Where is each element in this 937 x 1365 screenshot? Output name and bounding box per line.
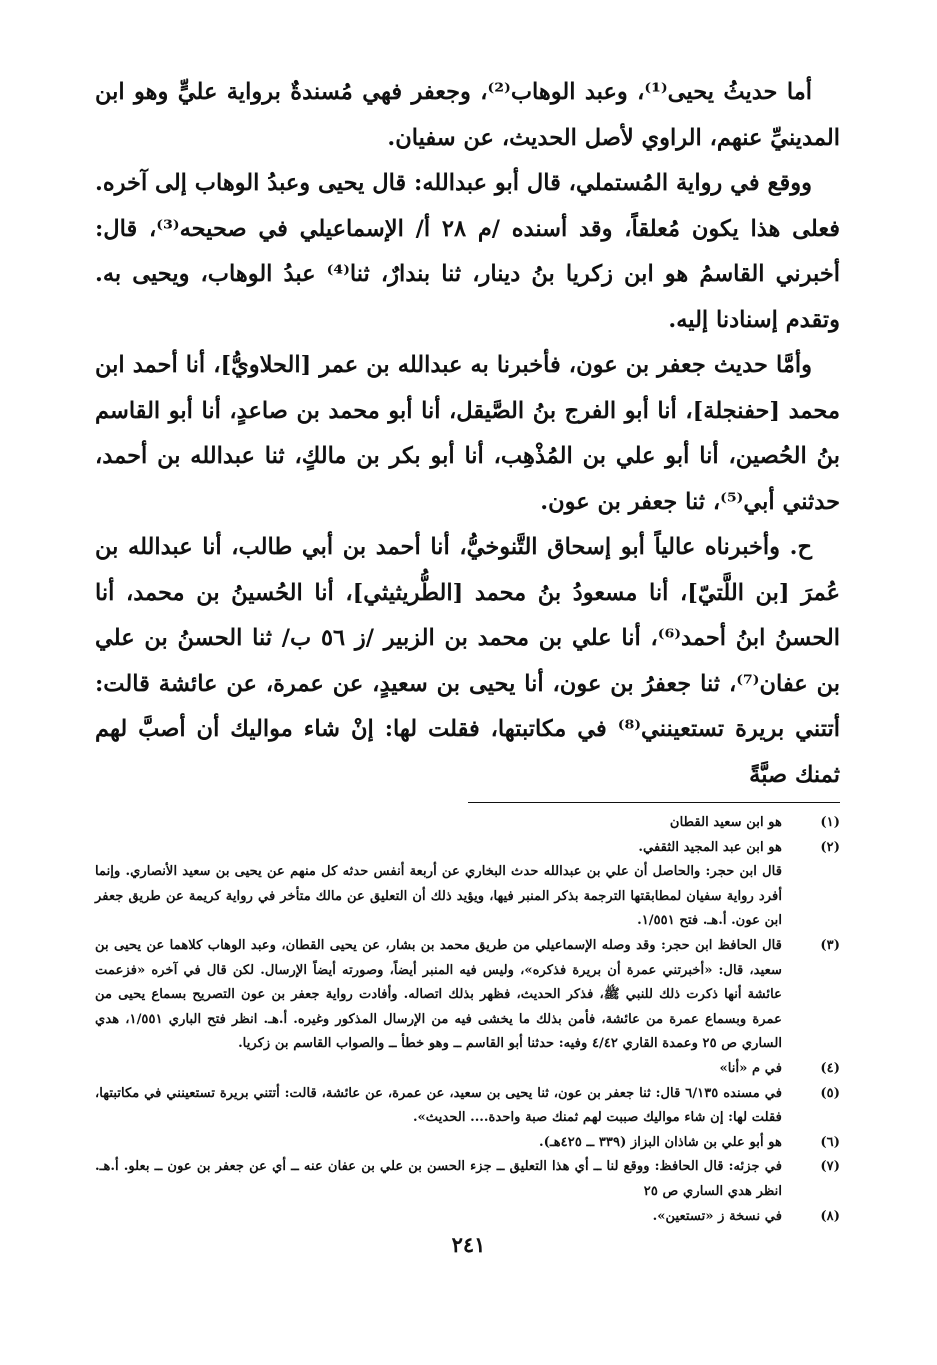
footnote [95, 836, 840, 861]
body-paragraph: ووقع في رواية المُستملي، قال أبو عبدالله: قال يحيى وعبدُ الوهاب إلى آخره. فعلى هذا يكون مُعلقاً، وقد أسنده /م ٢٨ أ/ الإسماعيلي في صحيحه⁽³⁾، قال: أخبرني القاسمُ هو ابن زكريا بنُ دينار، ثنا بندارٌ، ثنا⁽⁴⁾ عبدُ الوهاب، ويحيى به. وتقدم إسنادنا إليه. [95, 170, 840, 333]
footnote-number: (٣) [820, 937, 840, 953]
footnotes [95, 811, 840, 1229]
footnote-separator [468, 802, 840, 803]
footnote-text: قال الحافظ ابن حجر: وقد وصله الإسماعيلي من طريق محمد بن بشار، عن يحيى القطان، وعبد الوهاب كلاهما عن يحيى بن سعيد، قال: «أخبرتني عمرة أن بريرة فذكره»، وليس فيه المنبر أيضاً، وصورته أيضاً الإرسال. لكن قال في آخره «فزعمت عائشة أنها ذكرت ذلك للنبي ﷺ، فذكر الحديث، فظهر بذلك اتصاله. وأفادت رواية جعفر بن عون التصريح بسماع يحيى من عمرة وبسماع عمرة من عائشة، فأمن بذلك ما يخشى فيه من الإرسال المذكور وغيره. أ.هـ. انظر فتح الباري ١/٥٥١، هدي الساري ص ٢٥ وعمدة القاري ٤/٤٢ وفيه: حدثنا أبو القاسم ــ وهو خطأ ــ والصواب القاسم بن زكريا. [95, 937, 783, 1052]
body-paragraph: أما حديثُ يحيى⁽¹⁾، وعبد الوهاب⁽²⁾، وجعفر فهي مُسندةٌ برواية عليٍّ وهو ابن المدينيِّ عنهم، الراوي لأصل الحديث، عن سفيان. [95, 79, 840, 151]
footnote-text: في جزئه: قال الحافظ: ووقع لنا ــ أي هذا التعليق ــ جزء الحسن بن علي بن عفان عنه ــ أي عن جعفر بن عون ــ بعلو. أ.هـ. انظر هدي الساري ص ٢٥ [95, 1159, 782, 1199]
footnote-number: (٨) [820, 1208, 840, 1224]
footnote-number: (١) [820, 815, 840, 830]
footnote-number: (٥) [820, 1085, 840, 1101]
footnote-text: في م «أنا» [719, 1060, 782, 1076]
footnote [95, 1057, 840, 1082]
footnote [95, 1131, 840, 1156]
footnote-text: هو ابن سعيد القطان [669, 815, 782, 830]
book-page [95, 70, 840, 1229]
footnote-number: (٧) [820, 1159, 840, 1175]
footnote-text: في مسنده ٦/١٣٥ قال: ثنا جعفر بن عون، ثنا يحيى بن سعيد، عن عمرة، عن عائشة، قالت: أتتني بريرة تستعينني في مكاتبتها، فقلت لها: إن شاء مواليك صببت لهم ثمنك صبة واحدة.... الحديث». [95, 1085, 782, 1126]
footnote-number: (٢) [820, 839, 840, 855]
body-paragraph: وأمَّا حديث جعفر بن عون، فأخبرنا به عبدالله بن عمر [الحلاويُّ]، أنا أحمد ابن محمد [حفنجلة]، أنا أبو الفرج بنُ الصَّيقل، أنا أبو محمد بن صاعدٍ، أنا أبو القاسم بنُ الحُصين، أنا أبو علي بن المُذْهِب، أنا أبو بكر بن مالكٍ، ثنا عبدالله بن أحمد، حدثني أبي⁽⁵⁾، ثنا جعفر بن عون. [95, 352, 840, 515]
footnote [95, 934, 840, 1057]
footnote [95, 1155, 840, 1204]
body-paragraph: ح. وأخبرناه عالياً أبو إسحاق التَّنوخيُّ، أنا أحمد بن أبي طالب، أنا عبدالله بن عُمرَ [بن اللَّتيّ]، أنا مسعودُ بنُ محمد [الطُّريثيثي]، أنا الحُسينُ بن محمد، أنا الحسنُ ابنُ أحمد⁽⁶⁾، أنا علي بن محمد بن الزبير /ز ٥٦ ب/ ثنا الحسنُ بن علي بن عفان⁽⁷⁾، ثنا جعفرُ بن عون، أنا يحيى بن سعيدٍ، عن عمرة، عن عائشة قالت: أتتني بريرة تستعينني⁽⁸⁾ في مكاتبتها، فقلت لها: إنْ شاء مواليك أن أصبَّ لهم ثمنك صبَّةً [95, 534, 840, 788]
footnote-text: هو أبو علي بن شاذان البزاز (٣٣٩ ــ ٤٢٥هـ). [539, 1134, 782, 1150]
footnote-number: (٤) [820, 1060, 840, 1076]
footnote [95, 1205, 840, 1230]
page-number: ٢٤١ [451, 1232, 486, 1257]
footnote [95, 811, 840, 836]
footnote-text: هو ابن عبد المجيد الثقفي. [638, 839, 782, 855]
main-text [95, 70, 840, 798]
footnote [95, 1082, 840, 1131]
footnote-text: في نسخة ز «تستعين». [652, 1208, 782, 1224]
footnote-number: (٦) [820, 1134, 840, 1150]
footnote-continuation: قال ابن حجر: والحاصل أن علي بن عبدالله حدث البخاري عن أربعة أنفس حدثه كل منهم عن يحيى بن سعيد الأنصاري. وإنما أفرد رواية سفيان لمطابقتها الترجمة بذكر المنبر فيها، ويؤيد ذلك أن التعليق عن مالك متأخر في رواية كريمة عن طريق جعفر ابن عون. أ.هـ. فتح ١/٥٥١. [95, 864, 782, 929]
